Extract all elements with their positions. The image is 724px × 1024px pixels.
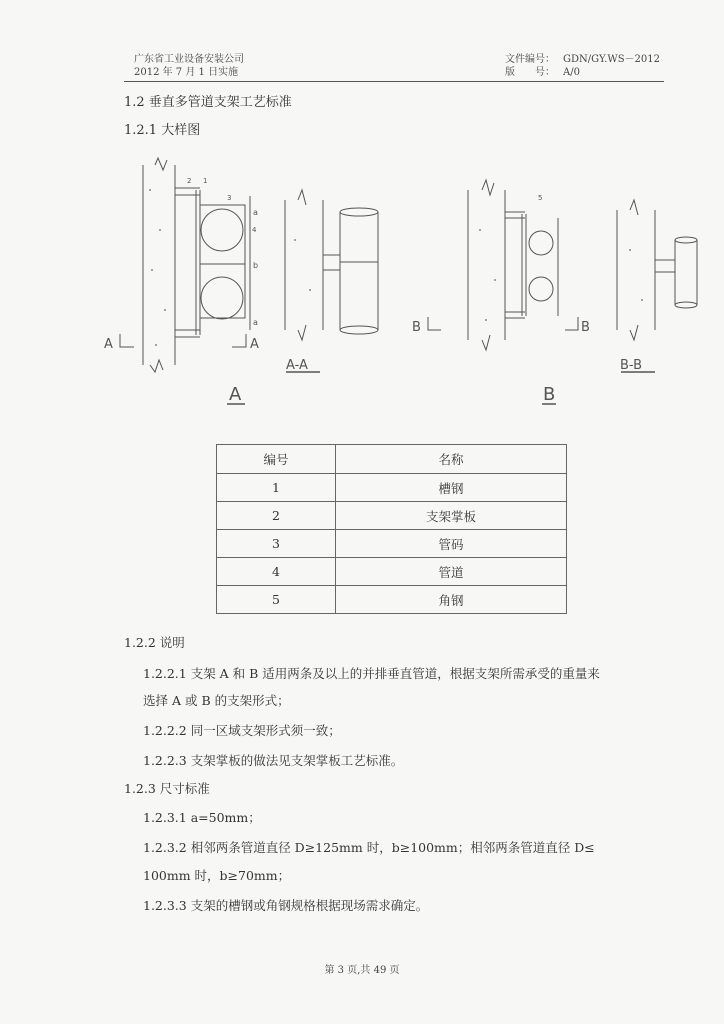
note-3: 1.2.2.3 支架掌板的做法见支架掌板工艺标准。: [143, 753, 404, 768]
size-2-line-1: 1.2.3.2 相邻两条管道直径 D≥125mm 时，b≥100mm；相邻两条管道直径 D≤: [143, 840, 595, 855]
cut-label-b-left: B: [412, 320, 421, 335]
part-label-4: 4: [252, 226, 257, 234]
cell-name: 槽钢: [336, 474, 567, 502]
version-label: 版 号：: [505, 67, 555, 78]
table-row: [217, 502, 567, 530]
cut-label-a-right: A: [250, 337, 259, 352]
effective-date: 2012 年 7 月 1 日实施: [134, 67, 239, 78]
size-1: 1.2.3.1 a=50mm；: [143, 810, 261, 825]
company-name: 广东省工业设备安装公司: [134, 54, 244, 65]
version: A/0: [563, 67, 580, 78]
wall-b: [428, 180, 578, 350]
section-label-bb: B-B: [620, 358, 643, 373]
page-number: 第 3 页,共 49 页: [324, 965, 400, 976]
size-2-line-2: 100mm 时，b≥70mm；: [143, 868, 291, 883]
section-title: 1.2 垂直多管道支架工艺标准: [124, 95, 292, 110]
pipe-a-2: [201, 277, 243, 319]
cell-name: 角钢: [336, 586, 567, 614]
cell-no: 4: [217, 558, 336, 586]
section-label-aa: A-A: [286, 358, 308, 373]
cell-name: 管码: [336, 530, 567, 558]
angle-steel-b: [505, 212, 526, 318]
dim-a-top: a: [253, 208, 258, 217]
table-header-row: [217, 445, 567, 474]
part-label-2: 2: [187, 177, 192, 185]
table-row: [217, 530, 567, 558]
notes-title: 1.2.2 说明: [124, 635, 185, 650]
pipe-b-2: [529, 277, 553, 301]
part-label-1: 1: [203, 177, 208, 185]
note-1-line-1: 1.2.2.1 支架 A 和 B 适用两条及以上的并排垂直管道，根据支架所需承受的重量来: [143, 666, 600, 681]
parts-table: [216, 444, 567, 614]
part-label-5: 5: [538, 194, 543, 202]
cell-no: 2: [217, 502, 336, 530]
header-no: 编号: [217, 445, 336, 474]
cell-no: 1: [217, 474, 336, 502]
part-label-3: 3: [227, 194, 232, 202]
section-aa: [285, 190, 378, 340]
cell-name: 管道: [336, 558, 567, 586]
note-2: 1.2.2.2 同一区域支架形式须一致；: [143, 723, 341, 738]
table-row: [217, 586, 567, 614]
figure-label-b: B: [543, 384, 556, 405]
wall-a: [120, 158, 246, 372]
size-3: 1.2.3.3 支架的槽钢或角钢规格根据现场需求确定。: [143, 898, 429, 913]
cell-no: 5: [217, 586, 336, 614]
figure-label-a: A: [229, 384, 242, 405]
sub-title: 1.2.1 大样图: [124, 123, 201, 138]
sizes-title: 1.2.3 尺寸标准: [124, 781, 210, 796]
section-bb: [617, 200, 697, 340]
cell-no: 3: [217, 530, 336, 558]
pipe-a-1: [201, 209, 243, 251]
cell-name: 支架掌板: [336, 502, 567, 530]
support-drawing: [0, 0, 724, 420]
pipe-b-1: [529, 231, 553, 255]
doc-no: GDN/GY.WS－2012: [563, 54, 661, 65]
dim-b: b: [253, 261, 259, 270]
cut-label-b-right: B: [581, 320, 590, 335]
dim-a-bottom: a: [253, 318, 258, 327]
table-row: [217, 474, 567, 502]
note-1-line-2: 选择 A 或 B 的支架形式；: [143, 693, 290, 708]
doc-no-label: 文件编号：: [505, 54, 555, 65]
cut-label-a-left: A: [104, 337, 113, 352]
table-row: [217, 558, 567, 586]
header-name: 名称: [336, 445, 567, 474]
